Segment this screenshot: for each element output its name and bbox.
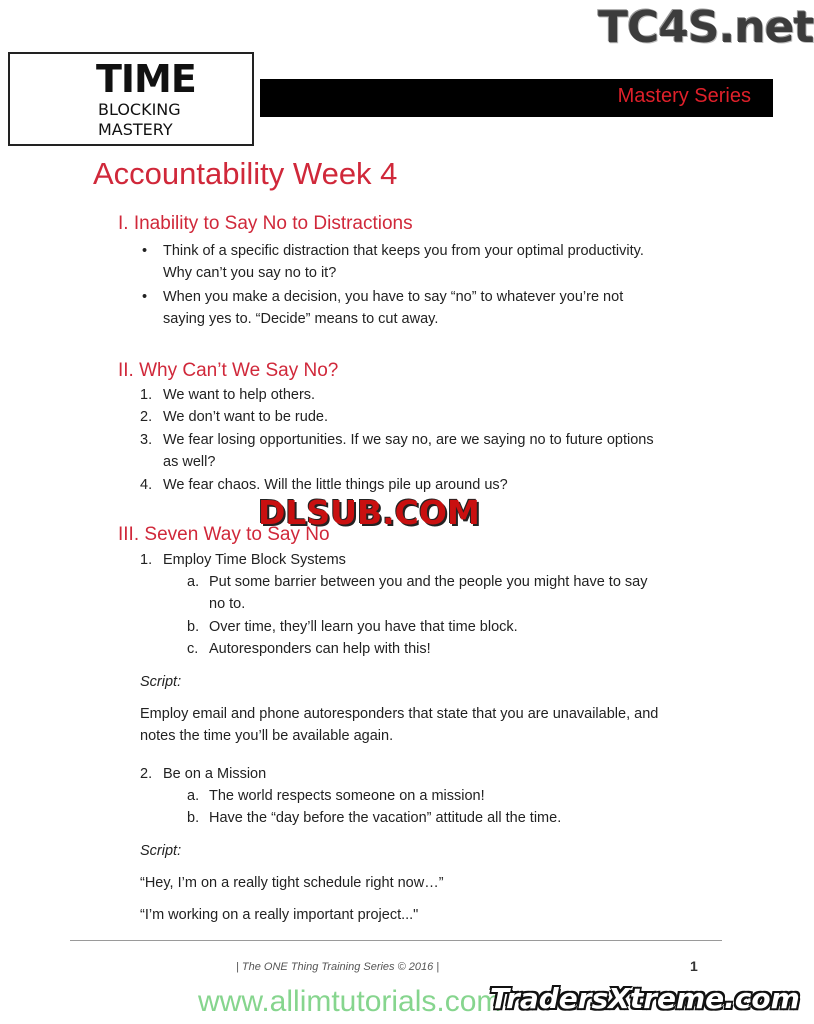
list-letter: b. bbox=[187, 810, 200, 826]
logo-line-time: TIME bbox=[96, 57, 196, 101]
list-item-line: Think of a specific distraction that keeps you from your optimal productivity. bbox=[163, 243, 644, 259]
list-letter: a. bbox=[187, 788, 200, 804]
script-label: Script: bbox=[140, 674, 182, 690]
list-number: 2. bbox=[140, 766, 153, 782]
section-heading-2: II. Why Can’t We Say No? bbox=[118, 360, 339, 381]
list-letter: a. bbox=[187, 574, 200, 590]
logo bbox=[8, 52, 254, 146]
header-bar bbox=[260, 79, 773, 117]
list-item: Be on a Mission bbox=[163, 766, 267, 782]
section-heading-1: I. Inability to Say No to Distractions bbox=[118, 213, 413, 234]
list-subitem: Have the “day before the vacation” attitude all the time. bbox=[209, 810, 562, 826]
watermark-allimtutorials: www.allimtutorials.com bbox=[198, 985, 502, 1018]
list-subitem: Over time, they’ll learn you have that time block. bbox=[209, 619, 518, 635]
footer-divider bbox=[70, 940, 722, 941]
list-item-line: When you make a decision, you have to say “no” to whatever you’re not bbox=[163, 289, 624, 305]
list-subitem: The world respects someone on a mission! bbox=[209, 788, 485, 804]
list-item: We don’t want to be rude. bbox=[163, 409, 328, 425]
list-item-line: Put some barrier between you and the people you might have to say bbox=[209, 574, 648, 590]
list-number: 4. bbox=[140, 477, 153, 493]
list-letter: b. bbox=[187, 619, 200, 635]
watermark-dlsub: DLSUB.COM bbox=[258, 493, 480, 532]
logo-line-blocking: BLOCKING bbox=[98, 100, 181, 119]
logo-line-mastery: MASTERY bbox=[98, 120, 173, 139]
list-subitem: Autoresponders can help with this! bbox=[209, 641, 431, 657]
script-line: Employ email and phone autoresponders that state that you are unavailable, and bbox=[140, 706, 659, 722]
list-item: We want to help others. bbox=[163, 387, 316, 403]
list-number: 1. bbox=[140, 387, 153, 403]
section-heading-3: III. Seven Way to Say No bbox=[118, 524, 330, 545]
list-item-line: no to. bbox=[209, 596, 246, 612]
footer-text: | The ONE Thing Training Series © 2016 | bbox=[236, 961, 440, 973]
script-quote: “Hey, I’m on a really tight schedule right now…” bbox=[140, 875, 444, 891]
list-letter: c. bbox=[187, 641, 199, 657]
list-item-line: We fear losing opportunities. If we say no, are we saying no to future options bbox=[163, 432, 654, 448]
script-quote: “I’m working on a really important project..." bbox=[140, 907, 419, 923]
list-item bbox=[163, 240, 644, 284]
script-label: Script: bbox=[140, 843, 182, 859]
bullet-marker: • bbox=[142, 243, 148, 259]
list-item: Employ Time Block Systems bbox=[163, 552, 346, 568]
bullet-marker: • bbox=[142, 289, 148, 305]
list-item bbox=[163, 286, 623, 330]
watermark-tc4s: TC4S.net bbox=[598, 2, 814, 53]
watermark-tradersxtreme: TradersXtreme.com bbox=[490, 982, 800, 1015]
list-number: 2. bbox=[140, 409, 153, 425]
list-item-line: Why can’t you say no to it? bbox=[163, 265, 337, 281]
page-title: Accountability Week 4 bbox=[93, 156, 398, 191]
list-item: We fear chaos. Will the little things pile up around us? bbox=[163, 477, 508, 493]
script-text bbox=[140, 703, 658, 747]
list-subitem bbox=[209, 571, 648, 615]
script-line: notes the time you’ll be available again. bbox=[140, 728, 394, 744]
list-number: 3. bbox=[140, 432, 153, 448]
page-number: 1 bbox=[690, 958, 698, 974]
list-item-line: saying yes to. “Decide” means to cut away. bbox=[163, 311, 439, 327]
list-item-line: as well? bbox=[163, 454, 216, 470]
series-label: Mastery Series bbox=[617, 85, 751, 107]
list-number: 1. bbox=[140, 552, 153, 568]
list-item bbox=[163, 429, 654, 473]
